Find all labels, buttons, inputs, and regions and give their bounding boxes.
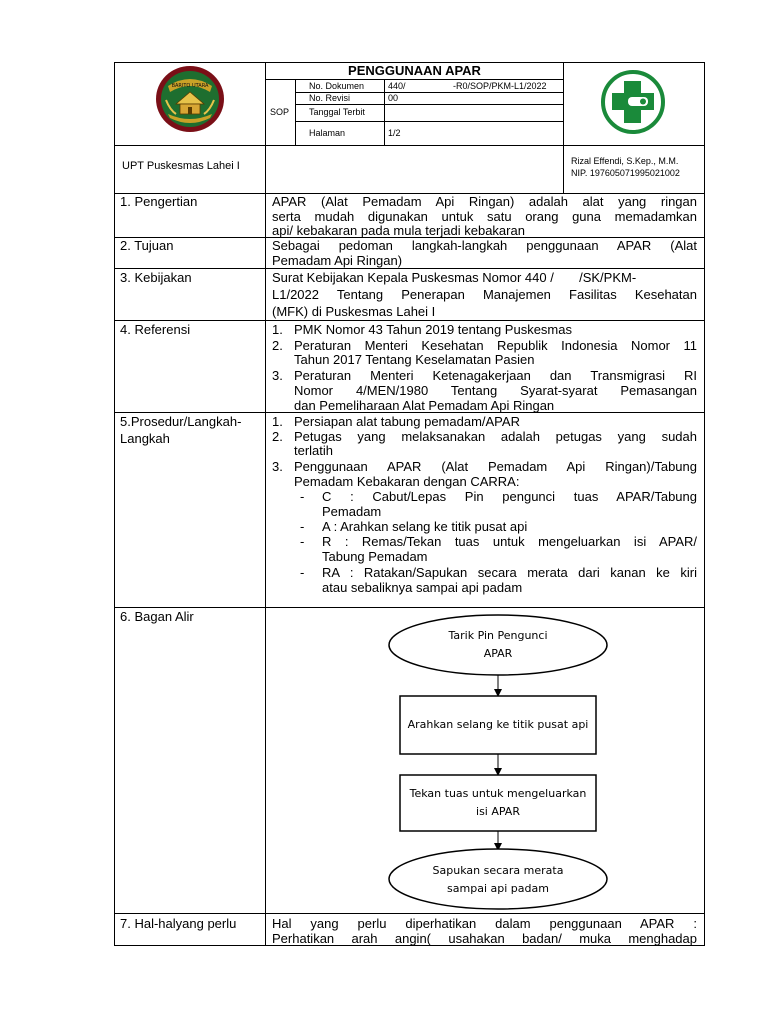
bullet-dash: - bbox=[300, 489, 305, 504]
meta-label-halaman: Halaman bbox=[309, 128, 346, 138]
referensi-num-2: 2. bbox=[272, 338, 283, 353]
meta-label-nodokumen: No. Dokumen bbox=[309, 81, 365, 91]
carra-ra-line-1: RA : Ratakan/Sapukan secara merata dari kanan ke kiri bbox=[322, 565, 697, 580]
carra-r-line-2: Tabung Pemadam bbox=[322, 549, 428, 564]
flow-step-1-line-2: APAR bbox=[483, 647, 513, 660]
label-pengertian: 1. Pengertian bbox=[120, 194, 198, 209]
unit-name: UPT Puskesmas Lahei I bbox=[122, 160, 240, 172]
meta-value-norevisi: 00 bbox=[388, 93, 399, 103]
bullet-dash: - bbox=[300, 534, 305, 549]
label-hal-perlu: 7. Hal-halyang perlu bbox=[120, 916, 237, 931]
prosedur-num-3: 3. bbox=[272, 459, 283, 474]
referensi-3-line-1: Peraturan Menteri Ketenagakerjaan dan Transmigrasi RI bbox=[294, 368, 697, 383]
carra-r-line-1: R : Remas/Tekan tuas untuk mengeluarkan isi APAR/ bbox=[322, 534, 697, 549]
carra-ra-line-2: atau sebaliknya sampai api padam bbox=[322, 580, 523, 595]
hal-line-1: Hal yang perlu diperhatikan dalam penggunaan APAR : bbox=[272, 916, 697, 931]
carra-a-line-1: A : Arahkan selang ke titik pusat api bbox=[322, 519, 528, 534]
flow-step-2-line-1: Arahkan selang ke titik pusat api bbox=[407, 718, 589, 731]
carra-c-line-2: Pemadam bbox=[322, 504, 382, 519]
referensi-3-line-2: Nomor 4/MEN/1980 Tentang Syarat-syarat Pemasangan bbox=[294, 383, 697, 398]
flow-step-3-line-2: isi APAR bbox=[476, 805, 520, 818]
kebijakan-line-2: L1/2022 Tentang Penerapan Manajemen Fasilitas Kesehatan bbox=[272, 287, 697, 302]
prosedur-num-2: 2. bbox=[272, 429, 283, 444]
label-kebijakan: 3. Kebijakan bbox=[120, 270, 192, 285]
meta-value-nodokumen-code: -R0/SOP/PKM-L1/2022 bbox=[453, 81, 547, 91]
hal-line-2: Perhatikan arah angin( usahakan badan/ muka menghadap bbox=[272, 931, 697, 946]
prosedur-2-line-1: Petugas yang melaksanakan adalah petugas yang sudah bbox=[294, 429, 697, 444]
svg-text:BARITO UTARA: BARITO UTARA bbox=[171, 83, 209, 89]
prosedur-3-line-2: Pemadam Kebakaran dengan CARRA: bbox=[294, 474, 520, 489]
prosedur-3-line-1: Penggunaan APAR (Alat Pemadam Api Ringan)/Tabung bbox=[294, 459, 697, 474]
signer-name: Rizal Effendi, S.Kep., M.M. bbox=[571, 156, 679, 166]
kebijakan-line-3: (MFK) di Puskesmas Lahei I bbox=[272, 304, 436, 319]
referensi-num-3: 3. bbox=[272, 368, 283, 383]
meta-label-norevisi: No. Revisi bbox=[309, 93, 351, 103]
regency-seal-logo bbox=[154, 64, 226, 134]
pengertian-line-1: APAR (Alat Pemadam Api Ringan) adalah alat yang ringan bbox=[272, 194, 697, 209]
flow-step-4-line-1: Sapukan secara merata bbox=[432, 864, 564, 877]
kebijakan-line-1: Surat Kebijakan Kepala Puskesmas Nomor 440 / /SK/PKM- bbox=[272, 270, 637, 285]
flow-step-4-line-2: sampai api padam bbox=[447, 882, 549, 895]
pengertian-line-2: serta mudah digunakan untuk satu orang guna memadamkan bbox=[272, 209, 697, 224]
referensi-2-line-1: Peraturan Menteri Kesehatan Republik Indonesia Nomor 11 bbox=[294, 338, 697, 353]
meta-value-halaman: 1/2 bbox=[388, 128, 401, 138]
puskesmas-logo bbox=[598, 67, 668, 137]
label-prosedur-1: 5.Prosedur/Langkah- bbox=[120, 414, 242, 429]
label-tujuan: 2. Tujuan bbox=[120, 238, 174, 253]
signer-nip: NIP. 197605071995021002 bbox=[571, 168, 680, 178]
flow-step-3-line-1: Tekan tuas untuk mengeluarkan bbox=[409, 787, 587, 800]
bullet-dash: - bbox=[300, 519, 305, 534]
prosedur-num-1: 1. bbox=[272, 414, 283, 429]
table-border-left bbox=[114, 62, 115, 946]
tujuan-line-1: Sebagai pedoman langkah-langkah penggunaan APAR (Alat bbox=[272, 238, 697, 253]
document-title: PENGGUNAAN APAR bbox=[348, 63, 481, 78]
tujuan-line-2: Pemadam Api Ringan) bbox=[272, 253, 403, 268]
pengertian-line-3: api/ kebakaran pada mula terjadi kebakaran bbox=[272, 223, 525, 238]
flow-step-1-line-1: Tarik Pin Pengunci bbox=[448, 629, 548, 642]
meta-label-tanggal: Tanggal Terbit bbox=[309, 107, 365, 117]
table-border-right bbox=[704, 62, 705, 946]
carra-c-line-1: C : Cabut/Lepas Pin pengunci tuas APAR/Tabung bbox=[322, 489, 697, 504]
label-bagan-alir: 6. Bagan Alir bbox=[120, 609, 194, 624]
prosedur-2-line-2: terlatih bbox=[294, 443, 334, 458]
label-referensi: 4. Referensi bbox=[120, 322, 191, 337]
referensi-3-line-3: dan Pemeliharaan Alat Pemadam Api Ringan bbox=[294, 398, 555, 413]
referensi-num-1: 1. bbox=[272, 322, 283, 337]
meta-value-nodokumen: 440/ bbox=[388, 81, 406, 91]
referensi-2-line-2: Tahun 2017 Tentang Keselamatan Pasien bbox=[294, 352, 535, 367]
sop-label: SOP bbox=[270, 107, 290, 117]
label-prosedur-2: Langkah bbox=[120, 431, 170, 446]
referensi-1-line-1: PMK Nomor 43 Tahun 2019 tentang Puskesmas bbox=[294, 322, 572, 337]
prosedur-1-line-1: Persiapan alat tabung pemadam/APAR bbox=[294, 414, 520, 429]
bullet-dash: - bbox=[300, 565, 305, 580]
